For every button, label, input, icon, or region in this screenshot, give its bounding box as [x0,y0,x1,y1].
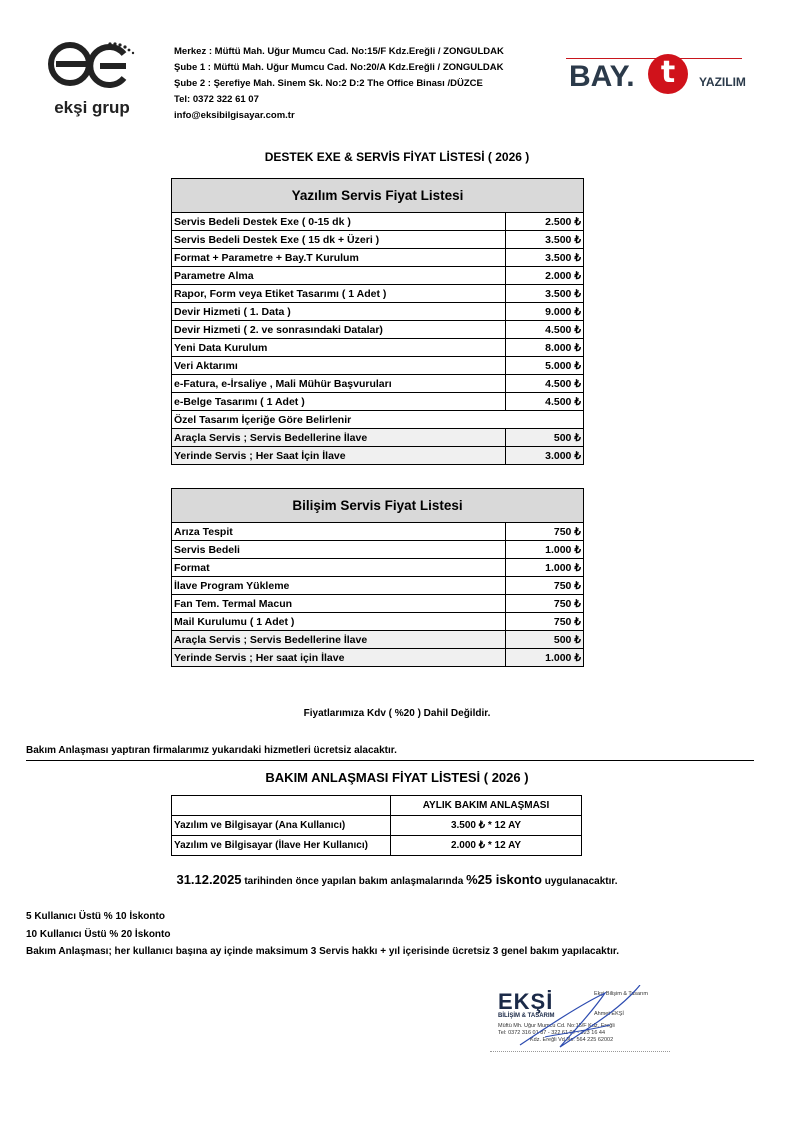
maintenance-price-table [171,795,582,856]
note-line: Bakım Anlaşması; her kullanıcı başına ay içinde maksimum 3 Servis hakkı + yıl içerisinde ücretsiz 3 genel bakım yapılacaktır. [26,946,619,957]
table-row [172,559,584,577]
row-price: 3.500 ₺ * 12 AY [391,816,582,836]
row-price: 2.500 ₺ [506,213,584,231]
row-label: Format + Parametre + Bay.T Kurulum [172,249,506,267]
row-label: Veri Aktarımı [172,357,506,375]
discount-line [0,872,794,887]
maintenance-header: AYLIK BAKIM ANLAŞMASI [391,796,582,816]
row-label: Mail Kurulumu ( 1 Adet ) [172,613,506,631]
row-price: 3.000 ₺ [506,447,584,465]
row-price: 1.000 ₺ [506,559,584,577]
company-stamp [490,985,680,1055]
row-label: Parametre Alma [172,267,506,285]
table-row [172,595,584,613]
stamp-line: Tel: 0372 316 01 87 - 322 61 07 - 323 16 44 [498,1030,606,1036]
row-price: 750 ₺ [506,613,584,631]
row-label: Servis Bedeli [172,541,506,559]
header-address-main: Merkez : Müftü Mah. Uğur Mumcu Cad. No:15/F Kdz.Ereğli / ZONGULDAK [174,46,504,57]
row-price: 8.000 ₺ [506,339,584,357]
header-address-branch-1: Şube 1 : Müftü Mah. Uğur Mumcu Cad. No:20/A Kdz.Ereğli / ZONGULDAK [174,62,504,73]
stamp-line: Ekşi Bilişim & Tasarım [594,991,648,997]
vat-note: Fiyatlarımıza Kdv ( %20 ) Dahil Değildir. [303,708,491,719]
row-label: Yazılım ve Bilgisayar (Ana Kullanıcı) [172,816,391,836]
row-label: Araçla Servis ; Servis Bedellerine İlave [172,429,506,447]
software-price-table [171,178,584,465]
row-label: Devir Hizmeti ( 1. Data ) [172,303,506,321]
table-row [172,523,584,541]
logo-left-text: ekşi grup [54,98,130,117]
table-row [172,285,584,303]
table-row [172,303,584,321]
signature-scribble [490,985,680,1055]
row-label: Fan Tem. Termal Macun [172,595,506,613]
software-table-title: Yazılım Servis Fiyat Listesi [172,179,584,213]
row-price: 5.000 ₺ [506,357,584,375]
discount-text-2: uygulanacaktır. [541,876,618,887]
table-row [172,213,584,231]
row-label: e-Belge Tasarımı ( 1 Adet ) [172,393,506,411]
row-label: Yerinde Servis ; Her Saat İçin İlave [172,447,506,465]
row-label: Servis Bedeli Destek Exe ( 0-15 dk ) [172,213,506,231]
stamp-line: Kdz. Ereğli Vd.No: 564 225 62002 [530,1037,614,1043]
maintenance-title: BAKIM ANLAŞMASI FİYAT LİSTESİ ( 2026 ) [265,770,529,785]
header-phone: Tel: 0372 322 61 07 [174,94,259,105]
note-line: 10 Kullanıcı Üstü % 20 İskonto [26,928,171,940]
stamp-sub: BİLİŞİM & TASARIM [498,1013,555,1019]
header-address-branch-2: Şube 2 : Şerefiye Mah. Sinem Sk. No:2 D:2 The Office Binası /DÜZCE [174,78,483,89]
table-row [172,541,584,559]
table-header-row [172,796,582,816]
row-price: 9.000 ₺ [506,303,584,321]
row-price: 3.500 ₺ [506,249,584,267]
it-service-price-table [171,488,584,667]
header-email: info@eksibilgisayar.com.tr [174,110,295,121]
discount-percent: %25 iskonto [466,872,542,887]
table-row [172,339,584,357]
table-row [172,267,584,285]
note-line: 5 Kullanıcı Üstü % 10 İskonto [26,911,165,922]
row-price: 1.000 ₺ [506,649,584,667]
row-price: 500 ₺ [506,429,584,447]
table-row [172,836,582,856]
table-row [172,649,584,667]
notes-block [26,908,619,961]
row-price: 1.000 ₺ [506,541,584,559]
row-price: 2.000 ₺ * 12 AY [391,836,582,856]
divider [26,760,754,761]
row-price: 4.500 ₺ [506,321,584,339]
row-price: 750 ₺ [506,523,584,541]
row-label: Yeni Data Kurulum [172,339,506,357]
row-price: 3.500 ₺ [506,285,584,303]
row-price: 2.000 ₺ [506,267,584,285]
header-contact-block [174,44,504,124]
row-price: 750 ₺ [506,595,584,613]
row-price: 4.500 ₺ [506,375,584,393]
document-title: DESTEK EXE & SERVİS FİYAT LİSTESİ ( 2026 ) [264,150,530,164]
stamp-line: Müftü Mh. Uğur Mumcu Cd. No:15/F Kdz. Ereğli [498,1023,615,1029]
table-row [172,447,584,465]
row-label: Servis Bedeli Destek Exe ( 15 dk + Üzeri ) [172,231,506,249]
table-row [172,249,584,267]
row-label: Araçla Servis ; Servis Bedellerine İlave [172,631,506,649]
row-label: Arıza Tespit [172,523,506,541]
row-label: e-Fatura, e-İrsaliye , Mali Mühür Başvuruları [172,375,506,393]
row-label: Format [172,559,506,577]
row-price: 750 ₺ [506,577,584,595]
special-design-note: Özel Tasarım İçeriğe Göre Belirlenir [172,411,584,429]
row-price: 3.500 ₺ [506,231,584,249]
it-table-title: Bilişim Servis Fiyat Listesi [172,489,584,523]
table-row [172,411,584,429]
table-row [172,631,584,649]
stamp-underline [490,1051,670,1052]
logo-right-text: BAY. [569,60,635,93]
discount-text-1: tarihinden önce yapılan bakım anlaşmalarında [241,876,467,887]
maintenance-note: Bakım Anlaşması yaptıran firmalarımız yukarıdaki hizmetleri ücretsiz alacaktır. [26,745,397,756]
table-row [172,429,584,447]
row-price: 4.500 ₺ [506,393,584,411]
stamp-line: Ahmet EKŞİ [594,1011,624,1017]
eksi-grup-logo [46,40,138,122]
table-row [172,393,584,411]
table-row [172,321,584,339]
table-row [172,357,584,375]
empty-header-cell [172,796,391,816]
row-label: Devir Hizmeti ( 2. ve sonrasındaki Datalar) [172,321,506,339]
discount-date: 31.12.2025 [176,872,242,887]
table-row [172,577,584,595]
row-price: 500 ₺ [506,631,584,649]
table-row [172,613,584,631]
logo-right-sub: YAZILIM [699,75,746,89]
row-label: İlave Program Yükleme [172,577,506,595]
row-label: Yazılım ve Bilgisayar (İlave Her Kullanıcı) [172,836,391,856]
table-row [172,231,584,249]
logo-t-badge: t [648,54,688,94]
bayt-logo [566,48,746,98]
table-row [172,816,582,836]
table-row [172,375,584,393]
row-label: Rapor, Form veya Etiket Tasarımı ( 1 Adet ) [172,285,506,303]
row-label: Yerinde Servis ; Her saat için İlave [172,649,506,667]
stamp-brand: EKŞİ [498,989,554,1014]
